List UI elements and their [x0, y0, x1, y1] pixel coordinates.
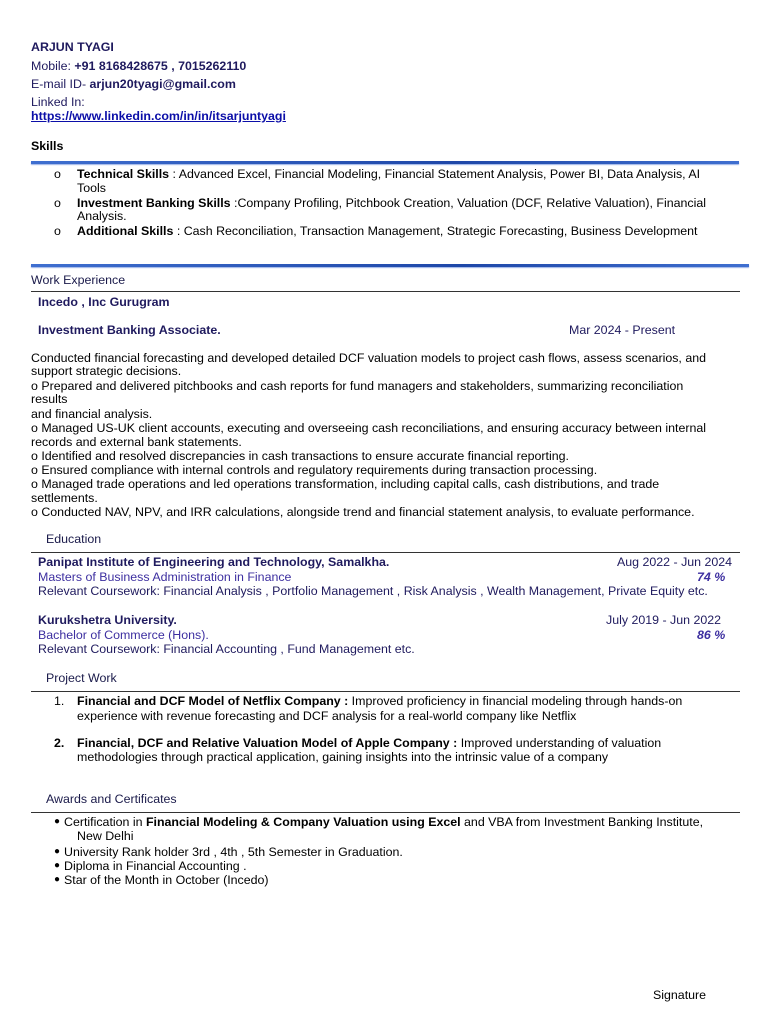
- award-bullet: ●: [54, 816, 61, 827]
- mobile-label: Mobile:: [31, 59, 75, 73]
- work-line: and financial analysis.: [31, 407, 153, 421]
- education-divider: [31, 552, 740, 553]
- award-item: University Rank holder 3rd , 4th , 5th Semester in Graduation.: [64, 845, 403, 859]
- edu-dates: Aug 2022 - Jun 2024: [617, 555, 733, 569]
- award-bullet: ●: [54, 860, 61, 871]
- skill-item-additional: Additional Skills : Cash Reconciliation, Transaction Management, Strategic Forecasting, Business Development: [77, 224, 698, 238]
- project-number: 1.: [54, 694, 65, 708]
- award-item-certification-cont: New Delhi: [77, 829, 134, 843]
- award-item: Star of the Month in October (Incedo): [64, 873, 269, 887]
- candidate-name: ARJUN TYAGI: [31, 40, 114, 54]
- award-bullet: ●: [54, 874, 61, 885]
- skills-bottom-divider: [31, 264, 749, 267]
- company-name: Incedo , Inc Gurugram: [38, 295, 170, 309]
- email-label: E-mail ID-: [31, 77, 90, 91]
- skills-bullet: o: [54, 167, 61, 181]
- edu-score: 86 %: [697, 628, 726, 642]
- award-bullet: ●: [54, 846, 61, 857]
- award-item-certification: Certification in Financial Modeling & Company Valuation using Excel and VBA from Investment Banking Institute,: [64, 815, 704, 829]
- projects-heading: Project Work: [46, 671, 117, 685]
- work-line: o Managed US-UK client accounts, executing and overseeing cash reconciliations, and ensuring accuracy between internal: [31, 421, 706, 435]
- work-line: o Ensured compliance with internal controls and regulatory requirements during transaction processing.: [31, 463, 598, 477]
- skill-item-ib-cont: Analysis.: [77, 209, 127, 223]
- email-line: [31, 77, 236, 91]
- project-item-apple: Financial, DCF and Relative Valuation Model of Apple Company : Improved understanding of valuation: [77, 736, 662, 750]
- edu-score: 74 %: [697, 570, 726, 584]
- mobile-value: +91 8168428675 , 7015262110: [74, 59, 247, 73]
- skill-item-ib: Investment Banking Skills :Company Profiling, Pitchbook Creation, Valuation (DCF, Relative Valuation), Financial: [77, 196, 706, 210]
- work-line: Conducted financial forecasting and developed detailed DCF valuation models to project cash flows, assess scenarios, and: [31, 351, 706, 365]
- skills-divider: [31, 161, 739, 164]
- work-line: o Identified and resolved discrepancies in cash transactions to ensure accurate financial reporting.: [31, 449, 569, 463]
- linkedin-link[interactable]: https://www.linkedin.com/in/in/itsarjuntyagi: [31, 109, 286, 123]
- edu-school: Kurukshetra University.: [38, 613, 177, 627]
- linkedin-label: Linked In:: [31, 95, 85, 109]
- work-line: o Managed trade operations and led operations transformation, including capital calls, cash distributions, and trade: [31, 477, 660, 491]
- edu-coursework: Relevant Coursework: Financial Analysis , Portfolio Management , Risk Analysis , Wealth Management, Private Equity etc.: [38, 584, 708, 598]
- skill-item-technical-cont: Tools: [77, 181, 106, 195]
- edu-dates: July 2019 - Jun 2022: [606, 613, 722, 627]
- edu-school: Panipat Institute of Engineering and Technology, Samalkha.: [38, 555, 390, 569]
- skills-bullet: o: [54, 224, 61, 238]
- project-number: 2.: [54, 736, 65, 750]
- skill-item-technical: Technical Skills : Advanced Excel, Financial Modeling, Financial Statement Analysis, Power BI, Data Analysis, AI: [77, 167, 701, 181]
- education-heading: Education: [46, 532, 102, 546]
- edu-degree: Bachelor of Commerce (Hons).: [38, 628, 209, 642]
- job-title: Investment Banking Associate.: [38, 323, 221, 337]
- skills-bullet: o: [54, 196, 61, 210]
- work-line: results: [31, 392, 68, 406]
- awards-divider: [31, 812, 740, 813]
- job-dates: Mar 2024 - Present: [569, 323, 676, 337]
- mobile-line: [31, 59, 246, 73]
- work-divider: [31, 291, 740, 292]
- edu-coursework: Relevant Coursework: Financial Accounting , Fund Management etc.: [38, 642, 415, 656]
- project-item-netflix-cont: experience with revenue forecasting and DCF analysis for a real-world company like Netflix: [77, 709, 577, 723]
- work-line: records and external bank statements.: [31, 435, 242, 449]
- award-item: Diploma in Financial Accounting .: [64, 859, 247, 873]
- signature-label: Signature: [653, 988, 707, 1002]
- work-line: settlements.: [31, 491, 98, 505]
- work-heading: Work Experience: [31, 273, 126, 287]
- awards-heading: Awards and Certificates: [46, 792, 177, 806]
- work-line: o Prepared and delivered pitchbooks and cash reports for fund managers and stakeholders, summarizing reconciliation: [31, 379, 684, 393]
- skills-heading: Skills: [31, 139, 64, 153]
- projects-divider: [31, 691, 740, 692]
- project-item-apple-cont: methodologies through practical application, gaining insights into the intrinsic value of a company: [77, 750, 609, 764]
- work-line: support strategic decisions.: [31, 364, 182, 378]
- work-line: o Conducted NAV, NPV, and IRR calculations, alongside trend and financial statement analysis, to evaluate performance.: [31, 505, 695, 519]
- email-value: arjun20tyagi@gmail.com: [89, 77, 236, 91]
- project-item-netflix: Financial and DCF Model of Netflix Company : Improved proficiency in financial modeling through hands-on: [77, 694, 683, 708]
- edu-degree: Masters of Business Administration in Finance: [38, 570, 292, 584]
